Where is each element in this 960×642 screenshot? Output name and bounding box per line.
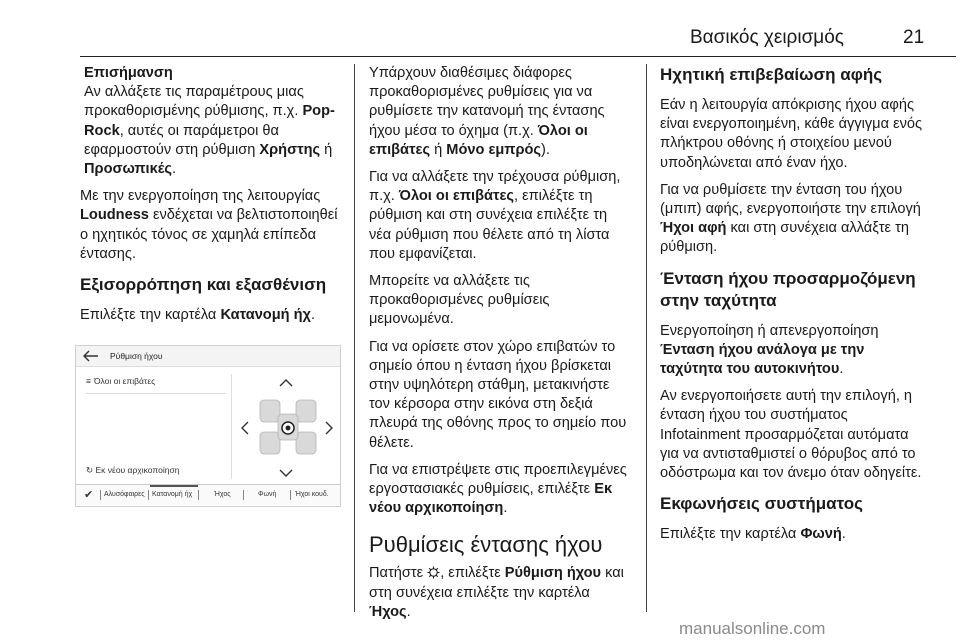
bold-text: Κατανομή ήχ bbox=[220, 307, 311, 324]
reset-button[interactable] bbox=[86, 465, 179, 476]
screen-title: Ρύθμιση ήχου bbox=[110, 351, 163, 361]
screen-titlebar bbox=[76, 346, 340, 367]
column-1 bbox=[80, 64, 342, 333]
text: Επιλέξτε την καρτέλα bbox=[80, 307, 221, 324]
preset-item[interactable]: Όλοι οι επιβάτες bbox=[93, 376, 156, 386]
checkmark-icon[interactable]: ✔ bbox=[84, 489, 94, 501]
note-bold: Χρήστης bbox=[259, 141, 321, 158]
volume-settings-paragraph bbox=[369, 564, 631, 622]
chevron-up-icon bbox=[280, 380, 292, 386]
tab-separator bbox=[198, 490, 199, 500]
text: Για να ρυθμίσετε την ένταση του ήχου (μπιπ) αφής, ενεργοποιήστε την επιλογή bbox=[660, 181, 921, 218]
preset-list[interactable] bbox=[86, 376, 236, 394]
speed-volume-toggle-text bbox=[660, 322, 930, 380]
tab-speakers[interactable]: Αλυσόφαιρες bbox=[104, 491, 145, 498]
chevron-down-icon bbox=[280, 470, 292, 476]
loudness-paragraph bbox=[80, 187, 342, 264]
reset-icon: ↻ bbox=[86, 465, 94, 475]
seat-diagram[interactable] bbox=[236, 370, 340, 484]
system-voice-heading: Εκφωνήσεις συστήματος bbox=[660, 494, 863, 514]
list-divider bbox=[86, 393, 226, 394]
tab-bar bbox=[76, 484, 340, 505]
text: Ενεργοποίηση ή απενεργοποίηση bbox=[660, 322, 879, 339]
chevron-left-icon bbox=[242, 422, 248, 434]
note-text: ή bbox=[320, 141, 333, 158]
bold-text: Όλοι οι επιβάτες bbox=[369, 122, 588, 158]
touch-volume-text bbox=[660, 181, 930, 258]
text: ). bbox=[541, 141, 550, 158]
column-3 bbox=[660, 64, 930, 552]
speed-volume-desc: Αν ενεργοποιήσετε αυτή την επιλογή, η ένταση ήχου του συστήματος Infotainment προσαρμόζεται αυτόματα για να αντισταθμιστεί ο θόρυβος από το οδόστρωμα και τον άνεμο όταν οδηγείτε. bbox=[660, 388, 922, 482]
speed-volume-heading: Ένταση ήχου προσαρμοζόμενη στην ταχύτητα bbox=[660, 268, 916, 310]
text: Με την ενεργοποίηση της λειτουργίας bbox=[80, 188, 321, 205]
panel-divider bbox=[231, 374, 232, 479]
note-block bbox=[80, 64, 342, 179]
tab-voice[interactable]: Φωνή bbox=[258, 491, 277, 498]
change-setting-paragraph bbox=[369, 168, 631, 264]
bold-text: Ένταση ήχου ανάλογα με την ταχύτητα του αυτοκινήτου bbox=[660, 341, 865, 378]
chevron-right-icon bbox=[326, 422, 332, 434]
text: . bbox=[841, 526, 846, 543]
text: , επιλέξτε τη ρύθμιση και στη συνέχεια επιλέξτε τη νέα ρύθμιση που θέλετε από τη λίστα που εμφανίζεται. bbox=[369, 188, 610, 262]
list-icon: ≡ bbox=[86, 376, 91, 386]
bold-text: Ήχοι αφή bbox=[660, 220, 727, 237]
bold-text: Loudness bbox=[80, 207, 149, 224]
page-header bbox=[660, 24, 956, 56]
touch-feedback-text: Εάν η λειτουργία απόκρισης ήχου αφής είναι ενεργοποιημένη, κάθε άγγιγμα ενός πλήκτρου οθόνης ή στοιχείου μενού υποδηλώνεται από έναν ήχο. bbox=[660, 97, 923, 171]
note-text: Αν αλλάξετε τις παραμέτρους μιας προκαθορισμένης ρύθμισης, π.χ. bbox=[84, 84, 304, 120]
reset-label: Εκ νέου αρχικοποίηση bbox=[95, 465, 180, 475]
text: ενδέχεται να βελτιστοποιηθεί ο ηχητικός τόνος σε χαμηλά επίπεδα έντασης. bbox=[80, 207, 338, 262]
bold-text: Φωνή bbox=[800, 526, 842, 543]
text: . bbox=[839, 361, 844, 378]
tab-separator bbox=[148, 490, 149, 500]
column-2 bbox=[369, 64, 631, 630]
text: . bbox=[406, 603, 411, 620]
active-tab-indicator bbox=[150, 485, 198, 487]
bold-text: Ρύθμιση ήχου bbox=[504, 565, 602, 582]
text: Επιλέξτε την καρτέλα bbox=[660, 526, 801, 543]
bold-text: Όλοι οι επιβάτες bbox=[398, 188, 514, 205]
presets-paragraph bbox=[369, 64, 631, 160]
tab-separator bbox=[100, 490, 101, 500]
balance-heading: Εξισορρόπηση και εξασθένιση bbox=[80, 275, 327, 295]
reset-paragraph bbox=[369, 461, 631, 519]
tab-sound[interactable]: Ήχος bbox=[214, 491, 231, 498]
note-text: , αυτές οι παράμετροι θα εφαρμοστούν στη ρύθμιση bbox=[84, 122, 279, 158]
sound-settings-screenshot bbox=[75, 345, 341, 507]
text: . bbox=[503, 500, 508, 517]
text: Για να επιστρέψετε στις προεπιλεγμένες εργοστασιακές ρυθμίσεις, επιλέξτε bbox=[369, 461, 627, 498]
volume-settings-heading: Ρυθμίσεις έντασης ήχου bbox=[369, 532, 603, 558]
text: Για να αλλάξετε την τρέχουσα ρύθμιση, π.χ. bbox=[369, 169, 621, 205]
text: και στη συνέχεια αλλάξτε τη ρύθμιση. bbox=[660, 220, 909, 256]
tab-separator bbox=[243, 490, 244, 500]
note-title: Επισήμανση bbox=[84, 65, 173, 81]
watermark: manualsonline.com bbox=[679, 619, 826, 638]
back-arrow-icon[interactable] bbox=[82, 349, 100, 363]
column-divider-2 bbox=[646, 64, 647, 612]
cursor-paragraph: Για να ορίσετε στον χώρο επιβατών το σημείο όπου η ένταση ήχου βρίσκεται στην υψηλότερη στάθμη, μετακινήστε τον κέρσορα στην εικόνα στη δεξιά πλευρά της οθόνης προς το σημείο που θέλετε. bbox=[369, 338, 627, 451]
tab-ringtones[interactable]: Ήχοι κουδ. bbox=[295, 491, 329, 498]
page-number: 21 bbox=[903, 27, 925, 48]
text: . bbox=[310, 307, 315, 324]
section-title: Βασικός χειρισμός bbox=[690, 27, 844, 48]
text: ή bbox=[430, 141, 447, 158]
column-divider-1 bbox=[354, 64, 355, 612]
text: , επιλέξτε bbox=[440, 565, 505, 582]
note-bold: Pop-Rock bbox=[84, 103, 335, 139]
system-voice-text bbox=[660, 525, 930, 544]
balance-paragraph bbox=[80, 306, 342, 325]
bold-text: Ήχος bbox=[369, 603, 407, 620]
header-rule bbox=[80, 56, 956, 57]
note-text: . bbox=[171, 161, 176, 178]
text: Υπάρχουν διαθέσιμες διάφορες προκαθορισμένες ρυθμίσεις για να ρυθμίσετε την κατανομή της έντασης ήχου μέσα το όχημα (π.χ. bbox=[369, 65, 605, 139]
touch-feedback-heading: Ηχητική επιβεβαίωση αφής bbox=[660, 65, 883, 84]
bold-text: Μόνο εμπρός bbox=[446, 141, 542, 158]
cursor-icon[interactable] bbox=[282, 422, 294, 434]
note-bold: Προσωπικές bbox=[84, 161, 172, 178]
tab-separator bbox=[290, 490, 291, 500]
text: και στη συνέχεια επιλέξτε την καρτέλα bbox=[369, 565, 624, 601]
individual-paragraph: Μπορείτε να αλλάξετε τις προκαθορισμένες ρυθμίσεις μεμονωμένα. bbox=[369, 273, 550, 328]
tab-distribution[interactable]: Κατανομή ήχ bbox=[152, 491, 193, 498]
bold-text: Εκ νέου αρχικοποίηση bbox=[369, 481, 613, 517]
settings-gear-icon bbox=[427, 566, 440, 579]
text: Πατήστε bbox=[369, 565, 428, 582]
